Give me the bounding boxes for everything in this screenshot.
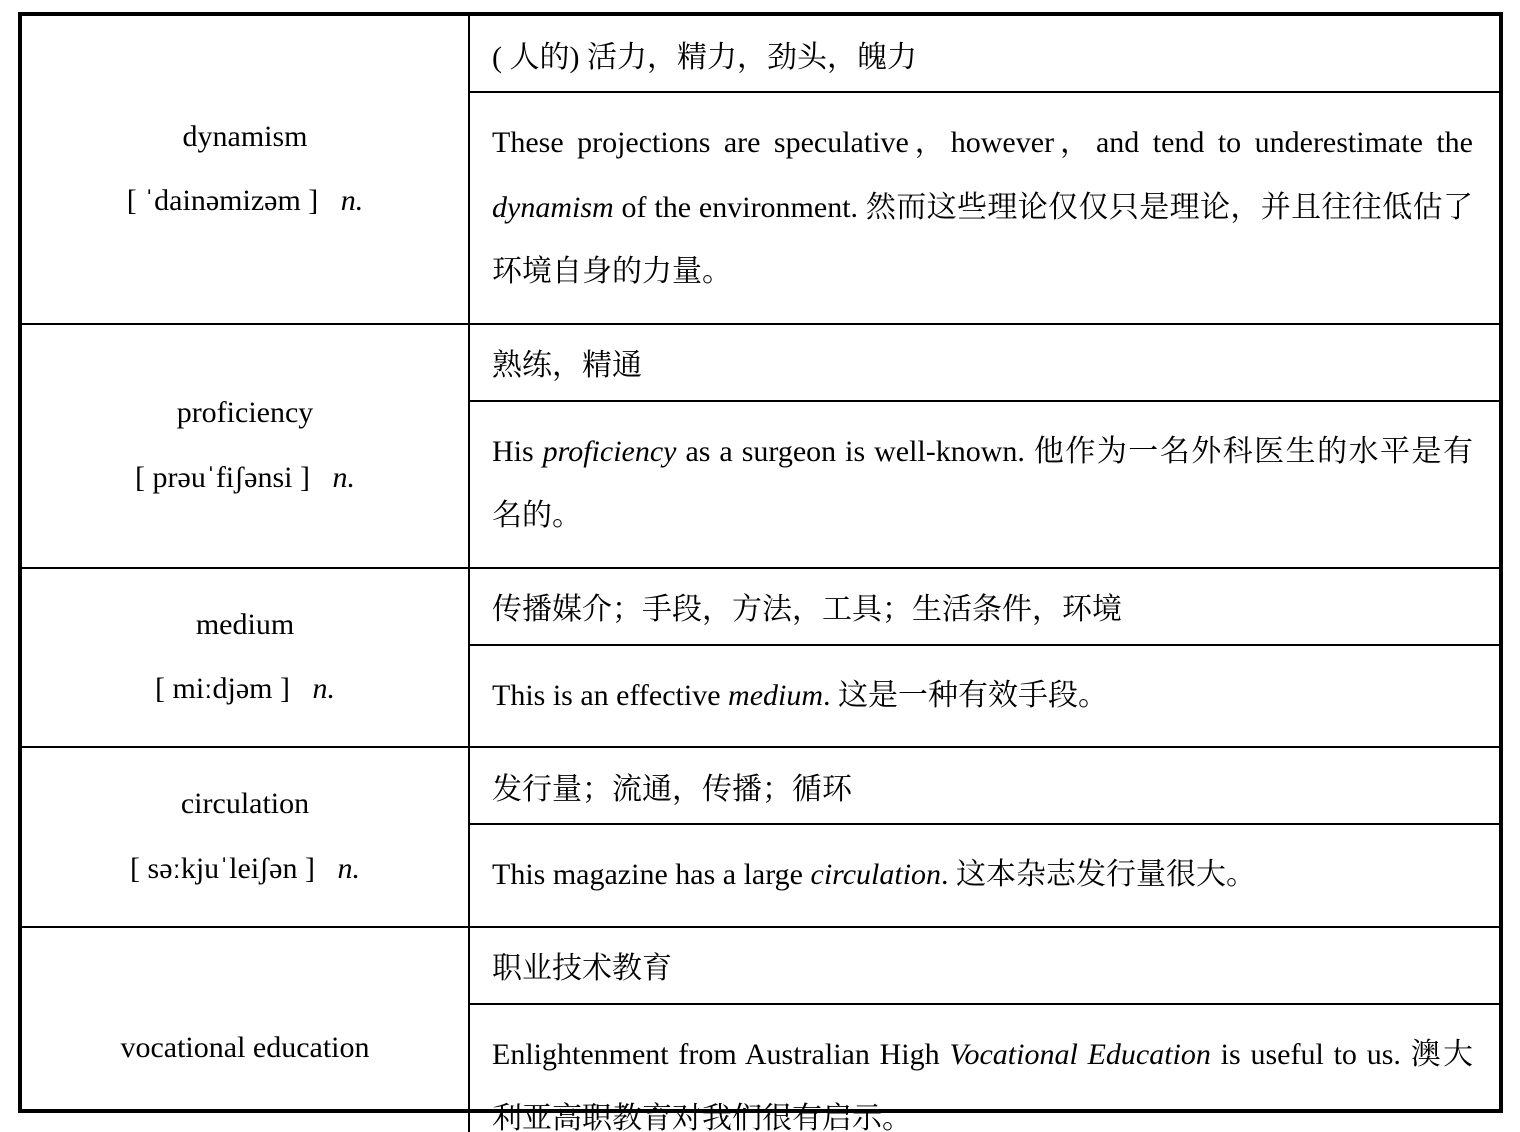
example-cell <box>470 402 1499 567</box>
example-cell <box>470 825 1499 926</box>
example-text: His proficiency as a surgeon is well-known. 他作为一名外科医生的水平是有名的。 <box>492 434 1473 532</box>
word-cell <box>22 16 470 323</box>
example-cell <box>470 646 1499 747</box>
entry-row-dynamism <box>22 16 1499 325</box>
word-cell <box>22 325 470 567</box>
phonetic-line <box>135 446 355 511</box>
example-text: This is an effective medium. 这是一种有效手段。 <box>492 678 1109 712</box>
phonetic-text: [ səːkjuˈleiʃən ] <box>130 851 315 885</box>
definition-cell <box>470 928 1499 1005</box>
word-cell <box>22 928 470 1132</box>
word-cell <box>22 569 470 747</box>
spacer <box>297 672 312 705</box>
definition-cell <box>470 325 1499 402</box>
definition-cell <box>470 569 1499 646</box>
definition-text: 职业技术教育 <box>492 952 672 985</box>
word-cell <box>22 748 470 926</box>
phonetic-text: [ ˈdainəmizəm ] <box>126 184 319 218</box>
example-text: This magazine has a large circulation. 这本杂志发行量很大。 <box>492 858 1257 891</box>
example-cell <box>470 1005 1499 1132</box>
spacer <box>322 852 337 885</box>
definition-text: 熟练，精通 <box>492 349 642 382</box>
example-text: These projections are speculative，however，and tend to underestimate the dynamism of the environment. 然而这些理论仅仅只是理论，并且往往低估了环境自身的力量。 <box>492 126 1473 288</box>
pos-label: n. <box>340 184 364 218</box>
phonetic-text: [ prəuˈfiʃənsi ] <box>135 460 310 494</box>
phonetic-text: [ miːdjəm ] <box>155 672 290 706</box>
word-text: vocational education <box>120 1031 370 1065</box>
definition-text: 传播媒介；手段，方法，工具；生活条件，环境 <box>492 593 1122 626</box>
definition-cell <box>470 748 1499 825</box>
vocabulary-table <box>18 12 1503 1132</box>
word-text: dynamism <box>182 119 308 153</box>
word-text: medium <box>195 607 295 641</box>
spacer <box>317 461 332 494</box>
pos-label: n. <box>332 460 355 494</box>
pos-label: n. <box>337 851 360 885</box>
entry-row-circulation <box>22 748 1499 928</box>
spacer <box>326 184 341 217</box>
definition-cell <box>470 16 1499 93</box>
phonetic-line <box>127 169 364 234</box>
entry-row-proficiency <box>22 325 1499 569</box>
definition-text: 发行量；流通，传播；循环 <box>492 772 852 806</box>
entry-row-medium <box>22 569 1499 749</box>
phonetic-line <box>130 837 360 902</box>
word-text: circulation <box>180 787 310 821</box>
entry-row-vocational-education <box>22 928 1499 1132</box>
definition-text: ( 人的) 活力，精力，劲头，魄力 <box>492 40 917 74</box>
example-text: Enlightenment from Australian High Vocational Education is useful to us. 澳大利亚高职教育对我们很有启示。 <box>492 1037 1473 1132</box>
phonetic-line <box>155 657 335 722</box>
word-text: proficiency <box>176 396 314 429</box>
pos-label: n. <box>312 672 335 706</box>
example-cell <box>470 93 1499 323</box>
